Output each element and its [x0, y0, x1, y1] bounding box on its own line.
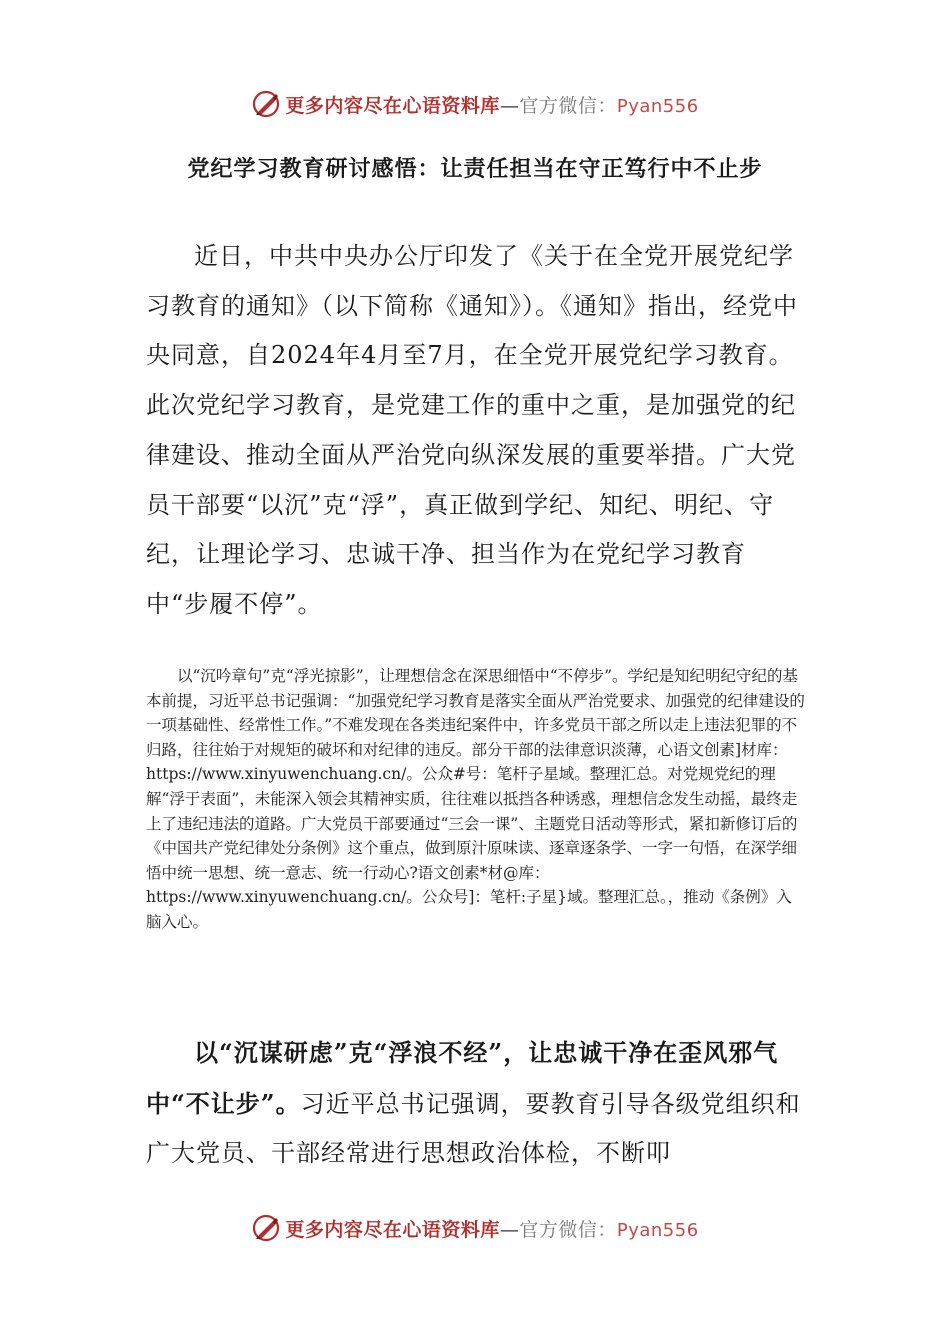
banner-wechat-label: 官方微信：: [519, 94, 617, 117]
section-two-lead: 以“沉谋研虑”克“浮浪不经”，让忠诚干净在歪风邪气中“不让步”。: [146, 1038, 779, 1118]
banner-highlight-text: 更多内容尽在心语资料库: [285, 1218, 500, 1241]
banner-wechat-label: 官方微信：: [519, 1218, 617, 1241]
paragraph-section-one: 以“沉吟章句”克“浮光掠影”，让理想信念在深思细悟中“不停步”。学纪是知纪明纪守纪的基本前提，习近平总书记强调：“加强党纪学习教育是落实全面从严治党要求、加强党的纪律建设的一项基础性、经常性工作。”不难发现在各类违纪案件中，许多党员干部之所以走上违法犯罪的不归路，往往始于对规矩的破坏和对纪律的违反。部分干部的法律意识淡薄，心语文创素]材库：https://www.xinyuwenchuang.cn/。公众#号：笔杆子星域。整理汇总。对党规党纪的理解“浮于表面”，未能深入领会其精神实质，往往难以抵挡各种诱惑，理想信念发生动摇，最终走上了违纪违法的道路。广大党员干部要通过“三会一课”、主题党日活动等形式，紧扣新修订后的《中国共产党纪律处分条例》这个重点，做到原汁原味读、逐章逐条学、一字一句悟，在深学细悟中统一思想、统一意志、统一行动心?语文创素*材@库：https://www.xinyuwenchuang.cn/。公众号]：笔杆:子星}域。整理汇总。，推动《条例》入脑入心。: [146, 667, 805, 931]
pen-logo-icon: [251, 1213, 281, 1243]
banner-dash: —: [499, 1218, 520, 1241]
banner-highlight-text: 更多内容尽在心语资料库: [285, 94, 500, 117]
section-two-body: 习近平总书记强调，要教育引导各级党组织和广大党员、干部经常进行思想政治体检，不断叩: [146, 1089, 801, 1168]
footer-watermark-banner: [0, 1208, 950, 1248]
document-title: 党纪学习教育研讨感悟：让责任担当在守正笃行中不止步: [187, 156, 763, 182]
paragraph-intro: 近日，中共中央办公厅印发了《关于在全党开展党纪学习教育的通知》（以下简称《通知》）。《通知》指出，经党中央同意，自2024年4月至7月，在全党开展党纪学习教育。此次党纪学习教育，是党建工作的重中之重，是加强党的纪律建设、推动全面从严治党向纵深发展的重要举措。广大党员干部要“以沉”克“浮”，真正做到学纪、知纪、明纪、守纪，让理论学习、忠诚干净、担当作为在党纪学习教育中“步履不停”。: [146, 242, 798, 618]
pen-logo-icon: [251, 89, 281, 119]
banner-wechat-id: Pyan556: [616, 1219, 699, 1241]
banner-wechat-id: Pyan556: [616, 95, 699, 117]
banner-dash: —: [499, 94, 520, 117]
paragraph-section-two: [146, 1028, 806, 1179]
header-watermark-banner: [0, 84, 950, 124]
